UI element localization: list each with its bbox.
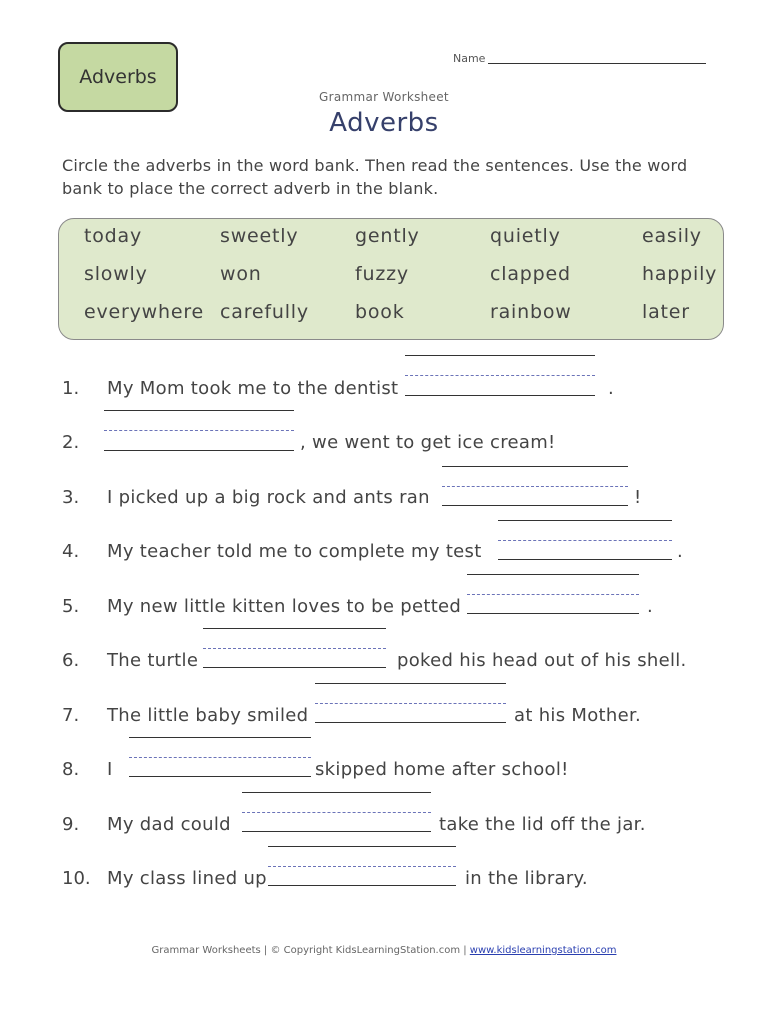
sentence-3-guide-mid (442, 486, 628, 487)
sentence-1-text-after: . (608, 378, 615, 399)
sentence-2-text-after: , we went to get ice cream! (300, 432, 556, 453)
name-label: Name (453, 52, 486, 65)
word-bank-word[interactable]: gently (355, 225, 420, 247)
sentence-1-number: 1. (62, 378, 80, 399)
word-bank-word[interactable]: clapped (490, 263, 571, 285)
sentence-1-guide-mid (405, 375, 595, 376)
name-field[interactable] (488, 63, 706, 64)
sentence-5-answer-blank[interactable] (467, 613, 639, 614)
sentence-9-guide-top (242, 792, 431, 793)
word-bank-word[interactable]: sweetly (220, 225, 299, 247)
sentence-8-text-after: skipped home after school! (315, 759, 569, 780)
word-bank-word[interactable]: everywhere (84, 301, 205, 323)
sentence-5-text-before: My new little kitten loves to be petted (107, 596, 462, 617)
sentence-6-guide-mid (203, 648, 386, 649)
instructions: Circle the adverbs in the word bank. Then read the sentences. Use the word bank to place the correct adverb in the blank. (62, 156, 688, 198)
sentence-8-text-before: I (107, 759, 113, 780)
sentence-5-guide-top (467, 574, 639, 575)
footer (0, 945, 768, 956)
sentence-10-number: 10. (62, 868, 91, 889)
sentence-6-answer-blank[interactable] (203, 667, 386, 668)
sentence-3-text-after: ! (634, 487, 642, 508)
sentence-3-answer-blank[interactable] (442, 505, 628, 506)
sentence-2-answer-blank[interactable] (104, 450, 294, 451)
sentence-7-number: 7. (62, 705, 80, 726)
sentence-10-text-after: in the library. (465, 868, 588, 889)
sentence-6-text-after: poked his head out of his shell. (397, 650, 687, 671)
sentence-8-answer-blank[interactable] (129, 776, 311, 777)
sentence-7-text-after: at his Mother. (514, 705, 642, 726)
sentence-7-text-before: The little baby smiled (107, 705, 309, 726)
word-bank-word[interactable]: fuzzy (355, 263, 409, 285)
sentence-6-number: 6. (62, 650, 80, 671)
sentence-9-number: 9. (62, 814, 80, 835)
word-bank-word[interactable]: book (355, 301, 405, 323)
word-bank-word[interactable]: won (220, 263, 262, 285)
sentence-8-guide-top (129, 737, 311, 738)
footer-link[interactable]: www.kidslearningstation.com (469, 945, 617, 956)
word-bank-word[interactable]: easily (642, 225, 702, 247)
worksheet-title: Adverbs (329, 108, 439, 138)
sentence-7-answer-blank[interactable] (315, 722, 506, 723)
sentence-9-text-before: My dad could (107, 814, 231, 835)
sentence-4-guide-mid (498, 540, 672, 541)
sentence-6-guide-top (203, 628, 386, 629)
sentence-2-number: 2. (62, 432, 80, 453)
word-bank (58, 218, 724, 340)
sentence-4-text-after: . (677, 541, 684, 562)
sentence-1-answer-blank[interactable] (405, 395, 595, 396)
sentence-7-guide-mid (315, 703, 506, 704)
sentence-4-guide-top (498, 520, 672, 521)
sentence-3-number: 3. (62, 487, 80, 508)
sentence-3-guide-top (442, 466, 628, 467)
sentence-10-guide-top (268, 846, 456, 847)
sentence-8-guide-mid (129, 757, 311, 758)
sentence-7-guide-top (315, 683, 506, 684)
word-bank-word[interactable]: today (84, 225, 143, 247)
sentence-5-number: 5. (62, 596, 80, 617)
topic-badge-label: Adverbs (79, 66, 157, 88)
sentence-9-text-after: take the lid off the jar. (439, 814, 646, 835)
sentence-3-text-before: I picked up a big rock and ants ran (107, 487, 430, 508)
sentence-1-guide-top (405, 355, 595, 356)
word-bank-word[interactable]: rainbow (490, 301, 572, 323)
sentence-10-guide-mid (268, 866, 456, 867)
word-bank-word[interactable]: later (642, 301, 690, 323)
worksheet-subtitle: Grammar Worksheet (319, 90, 449, 104)
sentence-8-number: 8. (62, 759, 80, 780)
word-bank-word[interactable]: happily (642, 263, 718, 285)
sentence-2-guide-top (104, 410, 294, 411)
sentence-6-text-before: The turtle (107, 650, 199, 671)
word-bank-word[interactable]: quietly (490, 225, 561, 247)
sentence-2-guide-mid (104, 430, 294, 431)
sentence-4-number: 4. (62, 541, 80, 562)
sentence-5-text-after: . (647, 596, 654, 617)
sentence-4-answer-blank[interactable] (498, 559, 672, 560)
word-bank-word[interactable]: slowly (84, 263, 148, 285)
sentence-10-answer-blank[interactable] (268, 885, 456, 886)
word-bank-word[interactable]: carefully (220, 301, 309, 323)
sentence-9-guide-mid (242, 812, 431, 813)
sentence-1-text-before: My Mom took me to the dentist (107, 378, 399, 399)
footer-copyright: Grammar Worksheets | © Copyright KidsLearningStation.com | (151, 945, 470, 956)
sentence-10-text-before: My class lined up (107, 868, 267, 889)
sentence-9-answer-blank[interactable] (242, 831, 431, 832)
sentence-5-guide-mid (467, 594, 639, 595)
sentence-4-text-before: My teacher told me to complete my test (107, 541, 482, 562)
